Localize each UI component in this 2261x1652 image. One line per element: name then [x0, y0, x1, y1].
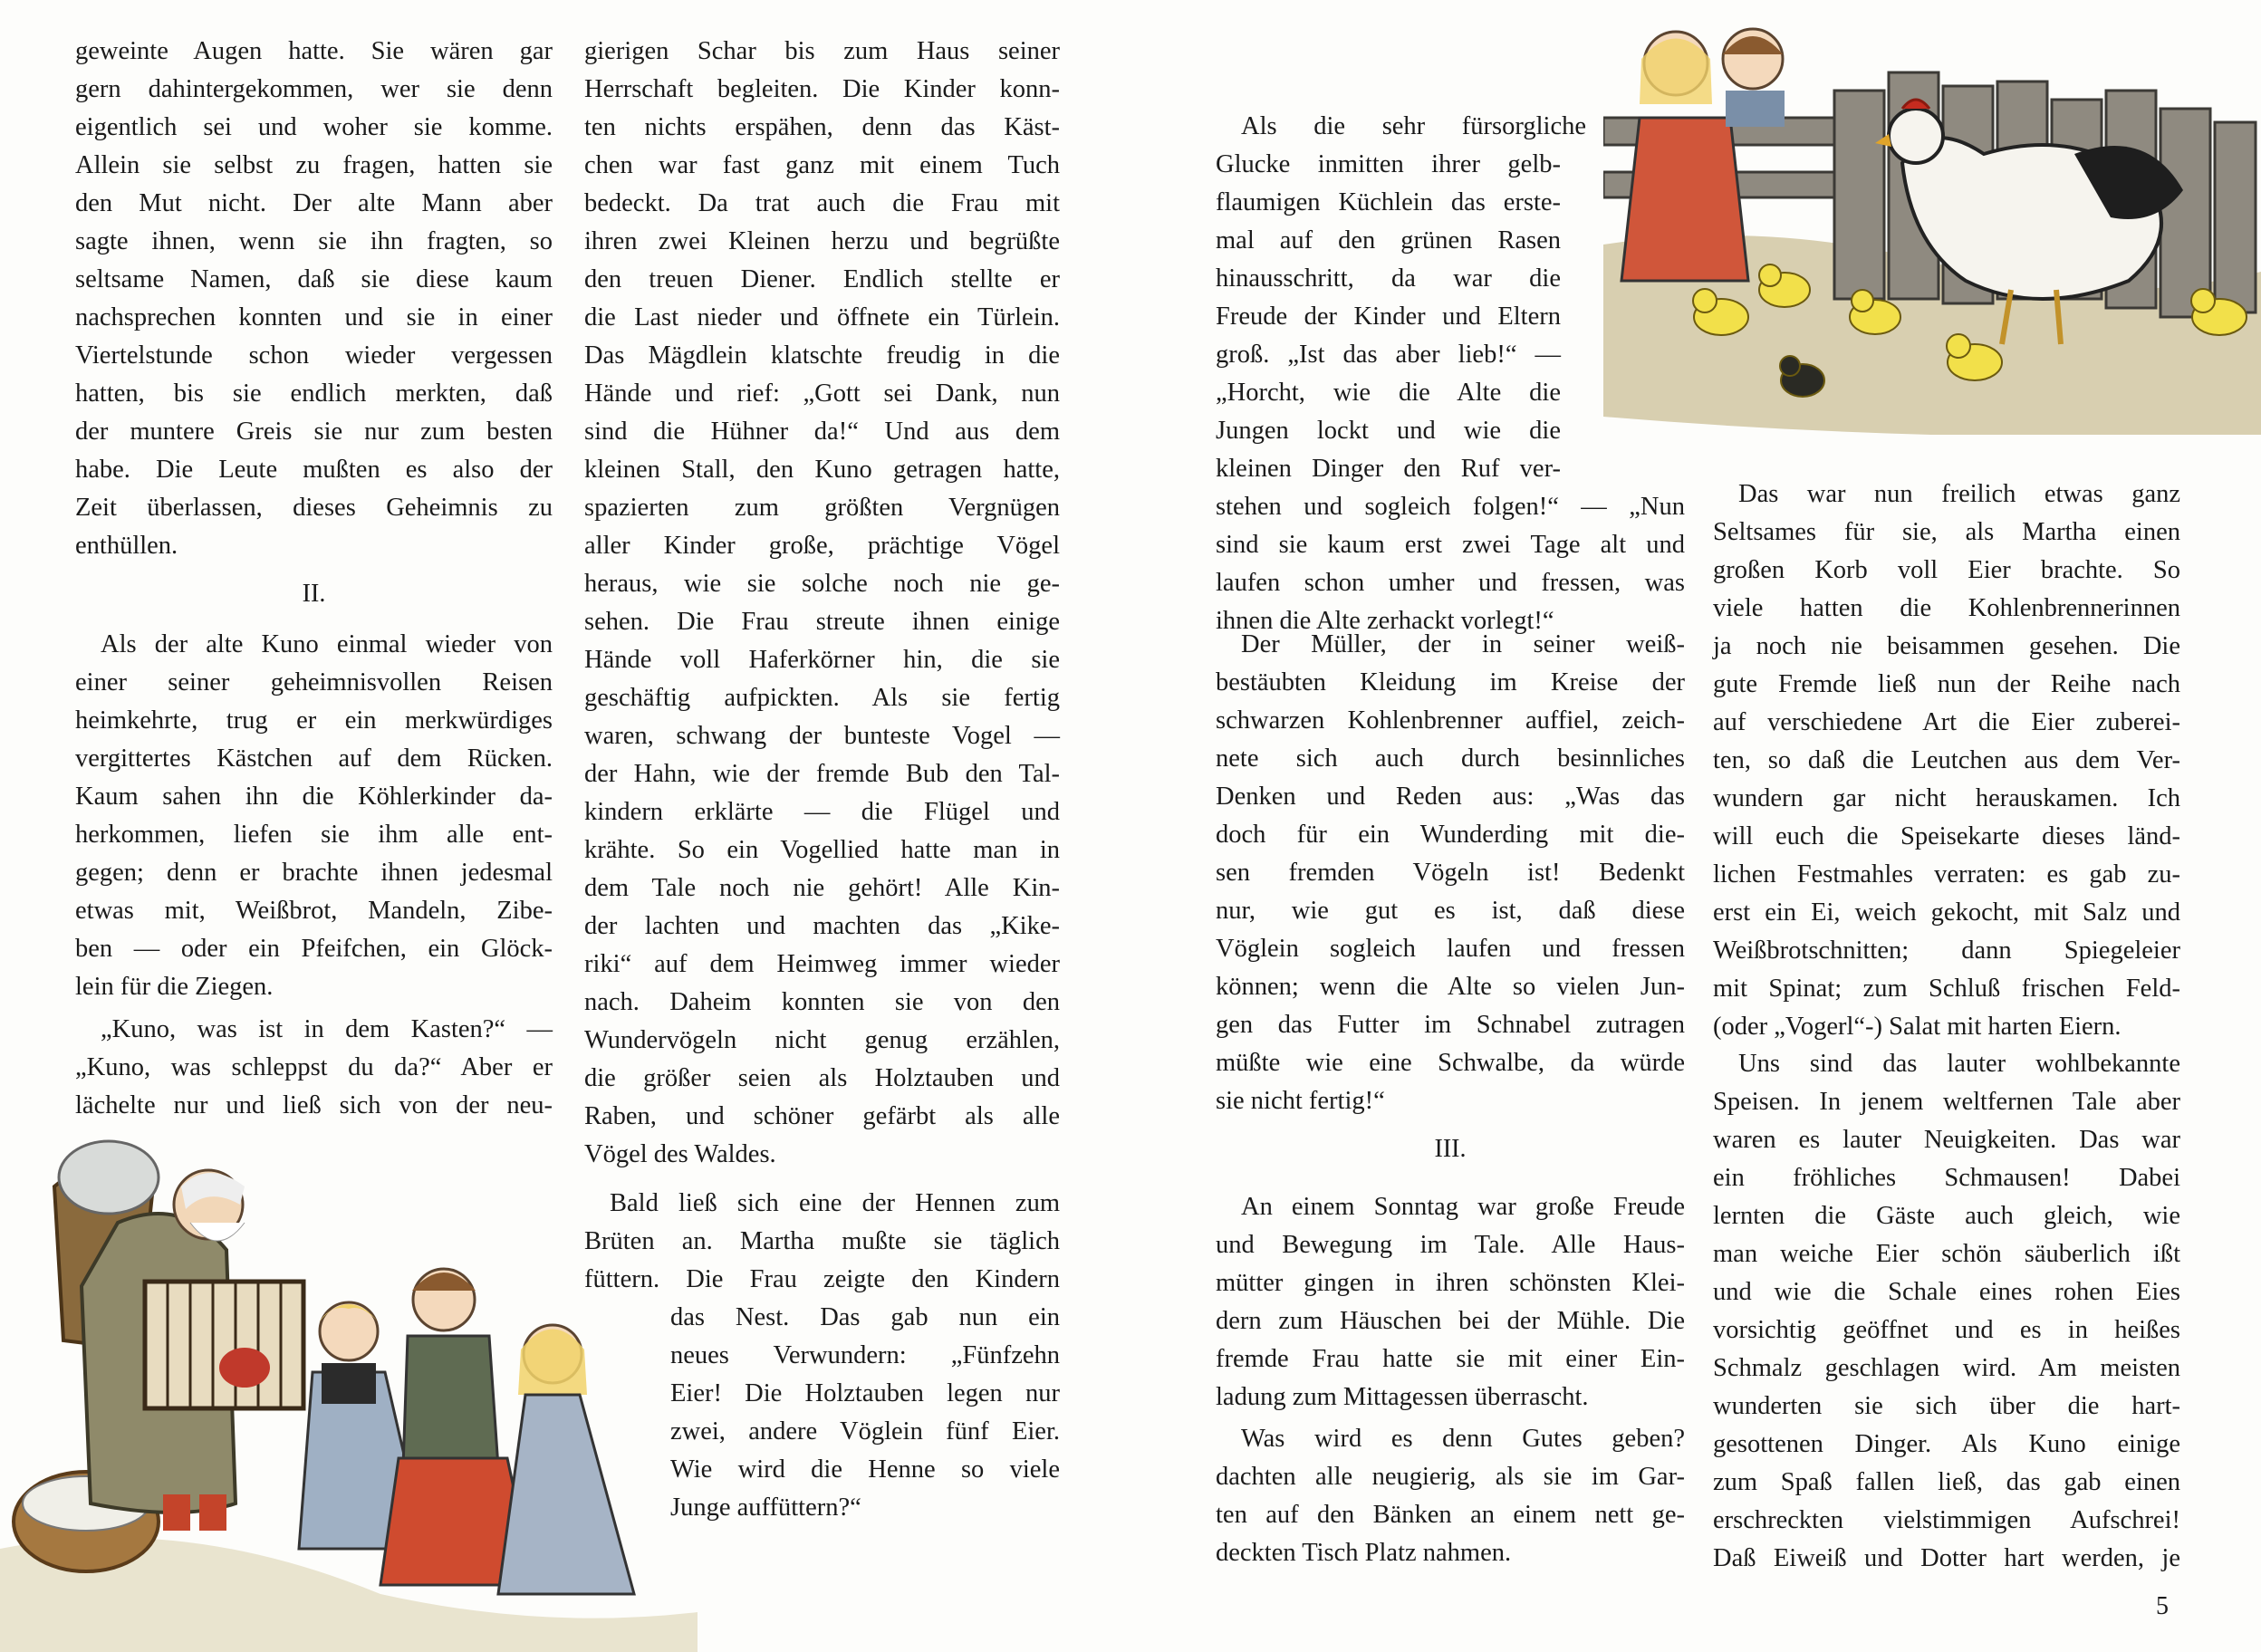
text-line: ein fröhliches Schmausen! Dabei [1713, 1164, 2180, 1192]
paragraph [1216, 626, 1685, 1120]
text-line: lein für die Ziegen. [75, 973, 274, 1001]
text-line: Viertelstunde schon wieder vergessen [75, 341, 553, 370]
text-line: Schmalz geschlagen wird. Am meisten [1713, 1354, 2180, 1382]
text-line: „Kuno, was schleppst du da?“ Aber er [75, 1053, 553, 1081]
text-line: krähte. So ein Vogellied hatte man in [584, 836, 1060, 864]
text-line: spazierten zum größten Vergnügen [584, 494, 1060, 522]
text-line: fremde Frau hatte sie mit einer Ein- [1216, 1345, 1685, 1373]
text-line: Als der alte Kuno einmal wieder von [101, 630, 553, 658]
bird-cage [145, 1282, 303, 1408]
paragraph [75, 1011, 553, 1125]
text-line: füttern. Die Frau zeigte den Kindern [584, 1265, 1060, 1293]
text-line: Das war nun freilich etwas ganz [1738, 480, 2180, 508]
text-line: ten auf den Bänken an einem nett ge- [1216, 1501, 1685, 1529]
page-number: 5 [2156, 1592, 2169, 1620]
text-line: Wundervögeln nicht genug erzählen, [584, 1026, 1060, 1054]
text-line: auf verschiedene Art die Eier zuberei- [1713, 708, 2180, 736]
text-line: Daß Eiweiß und Dotter hart werden, je [1713, 1544, 2180, 1572]
text-line: Herrschaft begleiten. Die Kinder konn- [584, 75, 1060, 103]
text-line: erschreckten vielstimmigen Aufschrei! [1713, 1506, 2180, 1534]
text-line: enthüllen. [75, 532, 178, 560]
text-line: ten nichts erspähen, denn das Käst- [584, 113, 1060, 141]
text-line: nach. Daheim konnten sie von den [584, 988, 1060, 1016]
text-line: bedeckt. Da trat auch die Frau mit [584, 189, 1060, 217]
text-line: gen das Futter im Schnabel zutragen [1216, 1011, 1685, 1039]
text-line: Brüten an. Martha mußte sie täglich [584, 1227, 1060, 1255]
text-line: Seltsames für sie, als Martha einen [1713, 518, 2180, 546]
text-line: Speisen. In jenem weltfernen Tale aber [1713, 1088, 2180, 1116]
text-line: Raben, und schöner gefärbt als alle [584, 1102, 1060, 1130]
text-line: Wie wird die Henne so viele [670, 1455, 1060, 1484]
text-line: mal auf den grünen Rasen [1216, 226, 1561, 255]
text-line: laufen schon umher und fressen, was [1216, 569, 1685, 597]
text-line: kleinen Dinger den Ruf ver- [1216, 455, 1561, 483]
text-line: Hände voll Haferkörner hin, die sie [584, 646, 1060, 674]
illustration-hen-with-chicks [1603, 18, 2261, 435]
text-line: ten, so daß die Leutchen aus dem Ver- [1713, 746, 2180, 774]
text-line: Der Müller, der in seiner weiß- [1241, 630, 1685, 658]
text-line: dem Tale noch nie gehört! Alle Kin- [584, 874, 1060, 902]
text-line: Bald ließ sich eine der Hennen zum [610, 1189, 1060, 1217]
text-line: die größer seien als Holztauben und [584, 1064, 1060, 1092]
text-line: groß. „Ist das aber lieb!“ — [1216, 341, 1561, 369]
text-line: Vögel des Waldes. [584, 1140, 776, 1168]
text-line: Eier! Die Holztauben legen nur [670, 1379, 1060, 1407]
paragraph [584, 33, 1060, 1174]
text-line: zum Spaß fallen ließ, das gab einen [1713, 1468, 2180, 1496]
text-line: (oder „Vogerl“-) Salat mit harten Eiern. [1713, 1013, 2121, 1041]
text-line: kleinen Stall, den Kuno getragen hatte, [584, 456, 1060, 484]
text-line: Freude der Kinder und Eltern [1216, 303, 1561, 331]
text-line: geschäftig aufpickten. Als sie fertig [584, 684, 1060, 712]
text-line: Weißbrotschnitten; dann Spiegeleier [1713, 936, 2180, 965]
text-line: sie nicht fertig!“ [1216, 1087, 1385, 1115]
text-line: heimkehrte, trug er ein merkwürdiges [75, 706, 553, 735]
text-line: Allein sie selbst zu fragen, hatten sie [75, 151, 553, 179]
text-line: waren, schwang der bunteste Vogel — [584, 722, 1060, 750]
text-line: Glucke inmitten ihrer gelb- [1216, 150, 1561, 178]
text-line: eigentlich sei und woher sie komme. [75, 113, 553, 141]
text-line: der muntere Greis sie nur zum besten [75, 418, 553, 446]
text-line: das Nest. Das gab nun ein [670, 1303, 1060, 1331]
text-line: Jungen lockt und wie die [1216, 417, 1561, 445]
text-line: geweinte Augen hatte. Sie wären gar [75, 37, 553, 65]
text-line: An einem Sonntag war große Freude [1241, 1193, 1685, 1221]
text-line: neues Verwundern: „Fünfzehn [670, 1341, 1060, 1369]
text-line: „Horcht, wie die Alte die [1216, 379, 1561, 407]
text-line: und wie die Schale eines rohen Eies [1713, 1278, 2180, 1306]
text-line: lernten die Gäste auch gleich, wie [1713, 1202, 2180, 1230]
text-line: will euch die Speisekarte dieses länd- [1713, 822, 2180, 850]
text-line: der lachten und machten das „Kike- [584, 912, 1060, 940]
text-line: und Bewegung im Tale. Alle Haus- [1216, 1231, 1685, 1259]
text-line: gesottenen Dinger. Als Kuno einige [1713, 1430, 2180, 1458]
text-line: hatten, bis sie endlich merkten, daß [75, 379, 553, 408]
text-line: flaumigen Küchlein das erste- [1216, 188, 1561, 216]
section-heading: III. [1434, 1135, 1467, 1163]
text-line: hinausschritt, da war die [1216, 264, 1561, 293]
text-line: erst ein Ei, weich gekocht, mit Salz und [1713, 898, 2180, 927]
text-line: waren es lauter Neuigkeiten. Das war [1713, 1126, 2180, 1154]
text-line: gern dahintergekommen, wer sie denn [75, 75, 553, 103]
text-line: ja noch nie beisammen gesehen. Die [1713, 632, 2180, 660]
text-line: dern zum Häuschen bei der Mühle. Die [1216, 1307, 1685, 1335]
text-line: zwei, andere Vöglein fünf Eier. [670, 1417, 1060, 1446]
text-line: aller Kinder große, prächtige Vögel [584, 532, 1060, 560]
text-line: Denken und Reden aus: „Was das [1216, 783, 1685, 811]
text-line: vergittertes Kästchen auf dem Rücken. [75, 744, 553, 773]
text-line: Als die sehr fürsorgliche [1241, 112, 1586, 140]
text-line: sehen. Die Frau streute ihnen einige [584, 608, 1060, 636]
text-line: Hände und rief: „Gott sei Dank, nun [584, 379, 1060, 408]
text-line: ben — oder ein Pfeifchen, ein Glöck- [75, 935, 553, 963]
text-line: großen Korb voll Eier brachte. So [1713, 556, 2180, 584]
text-line: Zeit überlassen, dieses Geheimnis zu [75, 494, 553, 522]
text-line: die Last nieder und öffnete ein Türlein. [584, 303, 1060, 331]
text-line: nete sich auch durch besinnliches [1216, 744, 1685, 773]
paragraph [1216, 1420, 1685, 1572]
text-line: gute Fremde ließ nun der Reihe nach [1713, 670, 2180, 698]
text-line: habe. Die Leute mußten es also der [75, 456, 553, 484]
text-line: dachten alle neugierig, als sie im Gar- [1216, 1463, 1685, 1491]
text-line: sind die Hühner da!“ Und aus dem [584, 418, 1060, 446]
text-line: nachsprechen konnten und sie in einer [75, 303, 553, 331]
section-heading: II. [302, 580, 326, 608]
text-line: ihren zwei Kleinen herzu und begrüßte [584, 227, 1060, 255]
text-line: müßte wie eine Schwalbe, da würde [1216, 1049, 1685, 1077]
paragraph [1216, 1188, 1685, 1417]
text-line: chen war fast ganz mit einem Tuch [584, 151, 1060, 179]
paragraph [1713, 1045, 2180, 1578]
text-line: wundern gar nicht herauskamen. Ich [1713, 784, 2180, 812]
text-line: sen fremden Vögeln ist! Bedenkt [1216, 859, 1685, 887]
text-line: Was wird es denn Gutes geben? [1241, 1425, 1685, 1453]
text-line: Uns sind das lauter wohlbekannte [1738, 1050, 2180, 1078]
text-line: sagte ihnen, wenn sie ihn fragten, so [75, 227, 553, 255]
text-line: mütter gingen in ihren schönsten Klei- [1216, 1269, 1685, 1297]
text-line: den treuen Diener. Endlich stellte er [584, 265, 1060, 293]
paragraph [1216, 108, 1685, 640]
paragraph [1713, 475, 2180, 1046]
text-line: seltsame Namen, daß sie diese kaum [75, 265, 553, 293]
text-line: doch für ein Wunderding mit die- [1216, 821, 1685, 849]
text-line: sind sie kaum erst zwei Tage alt und [1216, 531, 1685, 559]
text-line: den Mut nicht. Der alte Mann aber [75, 189, 553, 217]
text-line: deckten Tisch Platz nahmen. [1216, 1539, 1512, 1567]
text-line: Junge auffüttern?“ [670, 1494, 861, 1522]
paragraph [75, 33, 553, 565]
text-line: ladung zum Mittagessen überrascht. [1216, 1383, 1589, 1411]
text-line: können; wenn die Alte so vielen Jun- [1216, 973, 1685, 1001]
text-line: schwarzen Kohlenbrenner auffiel, zeich- [1216, 706, 1685, 735]
text-line: man weiche Eier schön säuberlich ißt [1713, 1240, 2180, 1268]
text-line: nur, wie gut es ist, daß diese [1216, 897, 1685, 925]
text-line: Kaum sahen ihn die Köhlerkinder da- [75, 783, 553, 811]
text-line: vorsichtig geöffnet und es in heißes [1713, 1316, 2180, 1344]
text-line: lichen Festmahles verraten: es gab zu- [1713, 860, 2180, 888]
text-line: der Hahn, wie der fremde Bub den Tal- [584, 760, 1060, 788]
text-line: Das Mägdlein klatschte freudig in die [584, 341, 1060, 370]
text-line: etwas mit, Weißbrot, Mandeln, Zibe- [75, 897, 553, 925]
text-line: „Kuno, was ist in dem Kasten?“ — [101, 1015, 553, 1043]
text-line: wunderten sie sich über die hart- [1713, 1392, 2180, 1420]
text-line: bestäubten Kleidung im Kreise der [1216, 668, 1685, 696]
text-line: heraus, wie sie solche noch nie ge- [584, 570, 1060, 598]
text-line: gegen; denn er brachte ihnen jedesmal [75, 859, 553, 887]
text-line: ihnen die Alte zerhackt vorlegt!“ [1216, 607, 1554, 635]
child-boy-at-fence [1723, 29, 1785, 127]
text-line: stehen und sogleich folgen!“ — „Nun [1216, 493, 1685, 521]
text-line: kindern erklärte — die Flügel und [584, 798, 1060, 826]
text-line: riki“ auf dem Heimweg immer wieder [584, 950, 1060, 978]
text-line: einer seiner geheimnisvollen Reisen [75, 668, 553, 696]
paragraph [584, 1185, 1060, 1527]
paragraph [75, 626, 553, 1006]
text-line: mit Spinat; zum Schluß frischen Feld- [1713, 975, 2180, 1003]
text-line: herkommen, liefen sie ihm alle ent- [75, 821, 553, 849]
text-line: gierigen Schar bis zum Haus seiner [584, 37, 1060, 65]
text-line: lächelte nur und ließ sich von der neu- [75, 1091, 553, 1119]
text-line: Vöglein sogleich laufen und fressen [1216, 935, 1685, 963]
text-line: viele hatten die Kohlenbrennerinnen [1713, 594, 2180, 622]
